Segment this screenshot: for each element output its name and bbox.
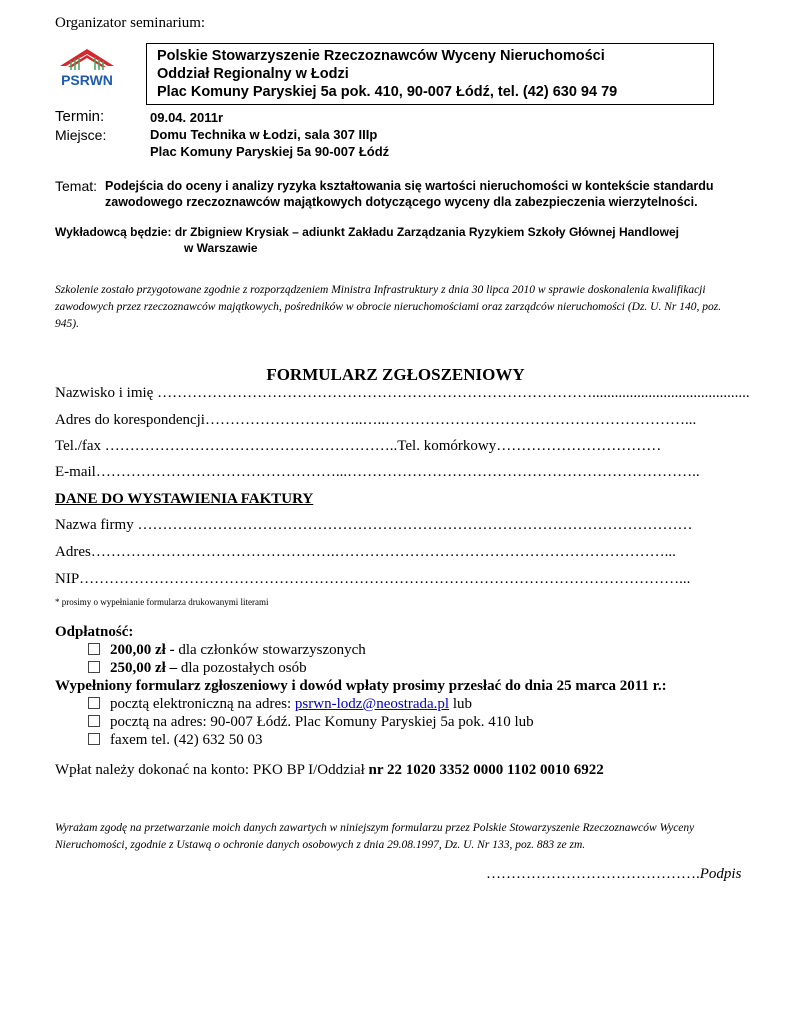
- fee-item-others: [88, 660, 307, 677]
- termin-label: Termin:: [55, 108, 105, 125]
- psrwn-logo: [54, 48, 120, 94]
- name-field[interactable]: Nazwisko i imię ……………………………………………………………………………..........................................: [55, 385, 750, 401]
- email-field[interactable]: E-mail…………………………………………...……………………………………………………………..: [55, 464, 700, 480]
- submit-email-prefix: pocztą elektroniczną na adres:: [110, 696, 295, 712]
- header-line-1: Polskie Stowarzyszenie Rzeczoznawców Wyceny Nieruchomości: [157, 48, 605, 64]
- submit-fax-text: faxem tel. (42) 632 50 03: [110, 732, 263, 748]
- fee-desc-members: dla członków stowarzyszonych: [174, 642, 366, 658]
- lecturer-line-2: w Warszawie: [184, 241, 258, 255]
- bank-account-number: nr 22 1020 3352 0000 1102 0010 6922: [368, 762, 604, 778]
- organizer-header-box: [146, 43, 714, 105]
- temat-line-2: zawodowego rzeczoznawców majątkowych dotyczącego wyceny dla zabezpieczenia wierzytelności.: [105, 195, 698, 209]
- header-line-2: Oddział Regionalny w Łodzi: [157, 66, 349, 82]
- organizer-label: Organizator seminarium:: [55, 15, 206, 31]
- payment-prefix: Wpłat należy dokonać na konto: PKO BP I/Oddział: [55, 762, 369, 778]
- header-line-3: Plac Komuny Paryskiej 5a pok. 410, 90-007 Łódź, tel. (42) 630 94 79: [157, 84, 618, 100]
- submit-option-post: [88, 714, 534, 731]
- fee-amount-members: 200,00 zł -: [110, 642, 175, 658]
- phone-field[interactable]: Tel./fax …………………………………………………..Tel. komórkowy……………………………: [55, 438, 662, 454]
- checkbox-icon: [88, 661, 100, 673]
- checkbox-icon: [88, 643, 100, 655]
- consent-note: Wyrażam zgodę na przetwarzanie moich danych zawartych w niniejszym formularzu przez Polskie Stowarzyszenie Rzeczoznawców Wyceny Nieruchomości, zgodnie z Ustawą o ochronie danych osobowych z dnia 29.08.1997, Dz. U. Nr 133, poz. 883 ze zm.: [55, 822, 695, 851]
- submit-option-fax: [88, 732, 262, 749]
- temat-label: Temat:: [55, 178, 98, 194]
- miejsce-value-1: Domu Technika w Łodzi, sala 307 IIIp: [150, 127, 378, 142]
- form-title: FORMULARZ ZGŁOSZENIOWY: [266, 365, 525, 384]
- address-field[interactable]: Adres do korespondencji…………………………..…..……………………………………………………...: [55, 412, 697, 428]
- submit-post-text: pocztą na adres: 90-007 Łódź. Plac Komuny Paryskiej 5a pok. 410 lub: [110, 714, 534, 730]
- logo-graphic: [54, 48, 120, 94]
- termin-value: 09.04. 2011r: [150, 110, 224, 125]
- miejsce-value-2: Plac Komuny Paryskiej 5a 90-007 Łódź: [150, 144, 390, 159]
- temat-line-1: Podejścia do oceny i analizy ryzyka kształtowania się wartości nieruchomości w kontekście standardu: [105, 179, 714, 193]
- lecturer-line-1: Wykładowcą będzie: dr Zbigniew Krysiak – adiunkt Zakładu Zarządzania Ryzykiem Szkoły Głównej Handlowej: [55, 225, 679, 239]
- fee-amount-others: 250,00 zł –: [110, 660, 178, 676]
- miejsce-label: Miejsce:: [55, 127, 107, 143]
- submit-heading: Wypełniony formularz zgłoszeniowy i dowód wpłaty prosimy przesłać do dnia 25 marca 2011 r.:: [55, 678, 667, 694]
- payment-line: [55, 762, 604, 779]
- submit-option-email: [88, 696, 472, 713]
- email-link[interactable]: psrwn-lodz@neostrada.pl: [294, 696, 450, 712]
- signature-label: Podpis: [699, 866, 742, 882]
- signature-line: [486, 866, 741, 883]
- invoice-address-field[interactable]: Adres………………………………………….…………………………………………………………...: [55, 544, 676, 560]
- regulation-note: Szkolenie zostało przygotowane zgodnie z rozporządzeniem Ministra Infrastruktury z dnia 30 lipca 2010 w sprawie doskonalenia kwalifikacji zawodowych przez rzeczoznawców majątkowych, pośredników w obrocie nieruchomościami oraz zarządców nieruchomości (Dz. U. Nr 140, poz. 945).: [55, 284, 722, 330]
- nip-field[interactable]: NIP…………………………………………………………………………………………………………...: [55, 571, 691, 587]
- checkbox-icon: [88, 733, 100, 745]
- checkbox-icon: [88, 697, 100, 709]
- logo-text: PSRWN: [61, 72, 113, 88]
- company-name-field[interactable]: Nazwa firmy …………………………………………………………………………………………………: [55, 517, 693, 533]
- checkbox-icon: [88, 715, 100, 727]
- submit-email-suffix: lub: [449, 696, 473, 712]
- print-note: * prosimy o wypełnianie formularza drukowanymi literami: [55, 597, 269, 607]
- fees-heading: Odpłatność:: [55, 624, 134, 640]
- invoice-heading: DANE DO WYSTAWIENIA FAKTURY: [55, 491, 314, 507]
- fee-item-members: [88, 642, 366, 659]
- signature-dots: …………………………………….: [486, 866, 700, 882]
- fee-desc-others: dla pozostałych osób: [177, 660, 307, 676]
